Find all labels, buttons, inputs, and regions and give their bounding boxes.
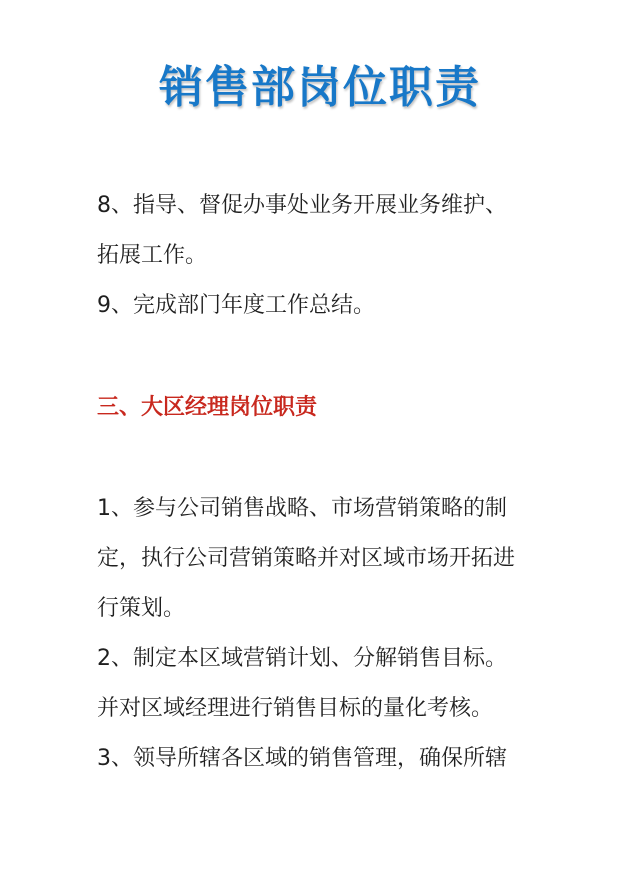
text-line-3-part1: 3、领导所辖各区域的销售管理，确保所辖 xyxy=(97,746,507,771)
text-line-2-part2: 并对区域经理进行销售目标的量化考核。 xyxy=(97,696,494,721)
text-line-1-part3: 行策划。 xyxy=(97,596,186,621)
text-line-2-part1: 2、制定本区域营销计划、分解销售目标。 xyxy=(97,646,507,671)
text-line-1-part1: 1、参与公司销售战略、市场营销策略的制 xyxy=(97,496,507,521)
text-line-8-part2: 拓展工作。 xyxy=(97,243,208,268)
page-title: 销售部岗位职责 xyxy=(159,62,481,113)
text-line-9: 9、完成部门年度工作总结。 xyxy=(97,293,375,318)
text-line-1-part2: 定，执行公司营销策略并对区域市场开拓进 xyxy=(97,546,516,571)
text-line-8-part1: 8、指导、督促办事处业务开展业务维护、 xyxy=(97,193,507,218)
section-heading: 三、大区经理岗位职责 xyxy=(97,395,318,420)
